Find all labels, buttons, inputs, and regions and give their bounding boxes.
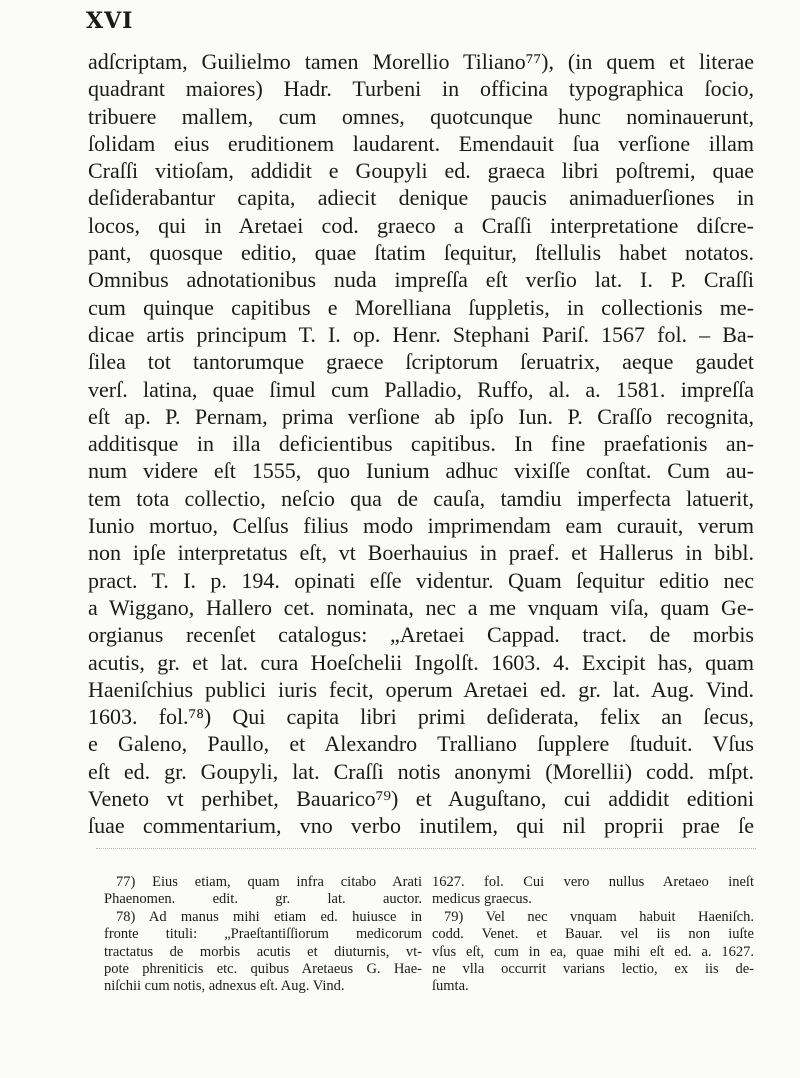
text-line: Craſſi vitioſam, addidit e Goupyli ed. graeca libri poſtremi, quae (88, 158, 754, 184)
text-line: tribuere mallem, cum omnes, quotcunque hunc nominauerunt, (88, 103, 754, 129)
footnote-line: fronte tituli: „Praeſtantiſſiorum medicorum (104, 926, 422, 943)
footnote-line: ſumta. (432, 978, 469, 995)
footnote-line: 77) Eius etiam, quam infra citabo Arati (116, 874, 422, 890)
text-line: ſilea tot tantorumque graece ſcriptorum ſeruatrix, aeque gaudet (88, 349, 754, 375)
text-line: non ipſe interpretatus eſt, vt Boerhauius in praef. et Hallerus in bibl. (88, 540, 754, 566)
text-line: pract. T. I. p. 194. opinati eſſe videntur. Quam ſequitur editio nec (88, 567, 754, 593)
text-line: 1603. fol.⁷⁸) Qui capita libri primi deſiderata, felix an ſecus, (88, 704, 754, 730)
footnote-line: ne vlla occurrit varians lectio, ex iis de- (432, 961, 754, 978)
text-line: additisque in illa deficientibus capitibus. In fine praefationis an- (88, 431, 754, 457)
text-line: e Galeno, Paullo, et Alexandro Tralliano ſupplere ſtuduit. Vſus (88, 731, 754, 757)
footnote-line: medicus graecus. (432, 891, 532, 908)
main-text (88, 48, 754, 840)
text-line: orgianus recenſet catalogus: „Aretaei Cappad. tract. de morbis (88, 622, 754, 648)
footnote-divider (96, 848, 756, 849)
text-line: quadrant maiores) Hadr. Turbeni in officina typographica ſocio, (88, 76, 754, 102)
footnote-line: 78) Ad manus mihi etiam ed. huiusce in (116, 908, 422, 925)
footnote-line: 1627. fol. Cui vero nullus Aretaeo ineſt (432, 874, 754, 890)
text-line: verſ. latina, quae ſimul cum Palladio, Ruffo, al. a. 1581. impreſſa (88, 376, 754, 402)
text-line: tem tota collectio, neſcio qua de cauſa, tamdiu imperfecta latuerit, (88, 485, 754, 511)
text-line: num videre eſt 1555, quo Iunium adhuc vixiſſe conſtat. Cum au- (88, 458, 754, 484)
text-line: adſcriptam, Guilielmo tamen Morellio Tiliano⁷⁷), (in quem et literae (88, 49, 754, 74)
text-line: Omnibus adnotationibus nuda impreſſa eſt verſio lat. I. P. Craſſi (88, 267, 754, 293)
text-line: a Wiggano, Hallero cet. nominata, nec a me vnquam viſa, quam Ge- (88, 594, 754, 620)
text-line: Veneto vt perhibet, Bauarico⁷⁹) et Auguſtano, cui addidit editioni (88, 786, 754, 812)
text-line: acutis, gr. et lat. cura Hoeſchelii Ingolſt. 1603. 4. Excipit has, quam (88, 649, 754, 675)
text-line: Haeniſchius publici iuris fecit, operum Aretaei ed. gr. lat. Aug. Vind. (88, 676, 754, 702)
text-line: ſuae commentarium, vno verbo inutilem, qui nil proprii prae ſe (88, 813, 754, 839)
footnote-line: vſus eſt, cum in ea, quae mihi eſt ed. a. 1627. (432, 943, 754, 960)
footnote-line: pote phreniticis etc. quibus Aretaeus G. Hae- (104, 961, 422, 978)
text-line: eſt ap. P. Pernam, prima verſione ab ipſo Iun. P. Craſſo recognita, (88, 403, 754, 429)
footnote-line: 79) Vel nec vnquam habuit Haeniſch. (444, 908, 754, 925)
text-line: Iunio mortuo, Celſus filius modo imprimendam eam curauit, verum (88, 513, 754, 539)
footnotes-left-column (104, 874, 422, 996)
text-line: dicae artis principum T. I. op. Henr. Stephani Pariſ. 1567 fol. – Ba- (88, 321, 754, 347)
footnote-line: tractatus de morbis acutis et diuturnis, vt- (104, 943, 422, 960)
text-line: ſolidam eius eruditionem laudarent. Emendauit ſua verſione illam (88, 130, 754, 156)
footnote-line: codd. Venet. et Bauar. vel iis non iuſte (432, 926, 754, 943)
footnotes-right-column (432, 874, 754, 996)
text-line: pant, quosque editio, quae ſtatim ſequitur, ſtellulis habet notatos. (88, 240, 754, 266)
footnote-line: Phaenomen. edit. gr. lat. auctor. (104, 891, 422, 908)
footnote-line: niſchii cum notis, adnexus eſt. Aug. Vind. (104, 978, 345, 995)
text-line: eſt ed. gr. Goupyli, lat. Craſſi notis anonymi (Morellii) codd. mſpt. (88, 758, 754, 784)
page-number: XVI (86, 8, 134, 34)
text-line: deſiderabantur capita, adiecit denique paucis animaduerſiones in (88, 185, 754, 211)
text-line: cum quinque capitibus e Morelliana ſuppletis, in collectionis me- (88, 294, 754, 320)
text-line: locos, qui in Aretaei cod. graeco a Craſſi interpretatione diſcre- (88, 212, 754, 238)
